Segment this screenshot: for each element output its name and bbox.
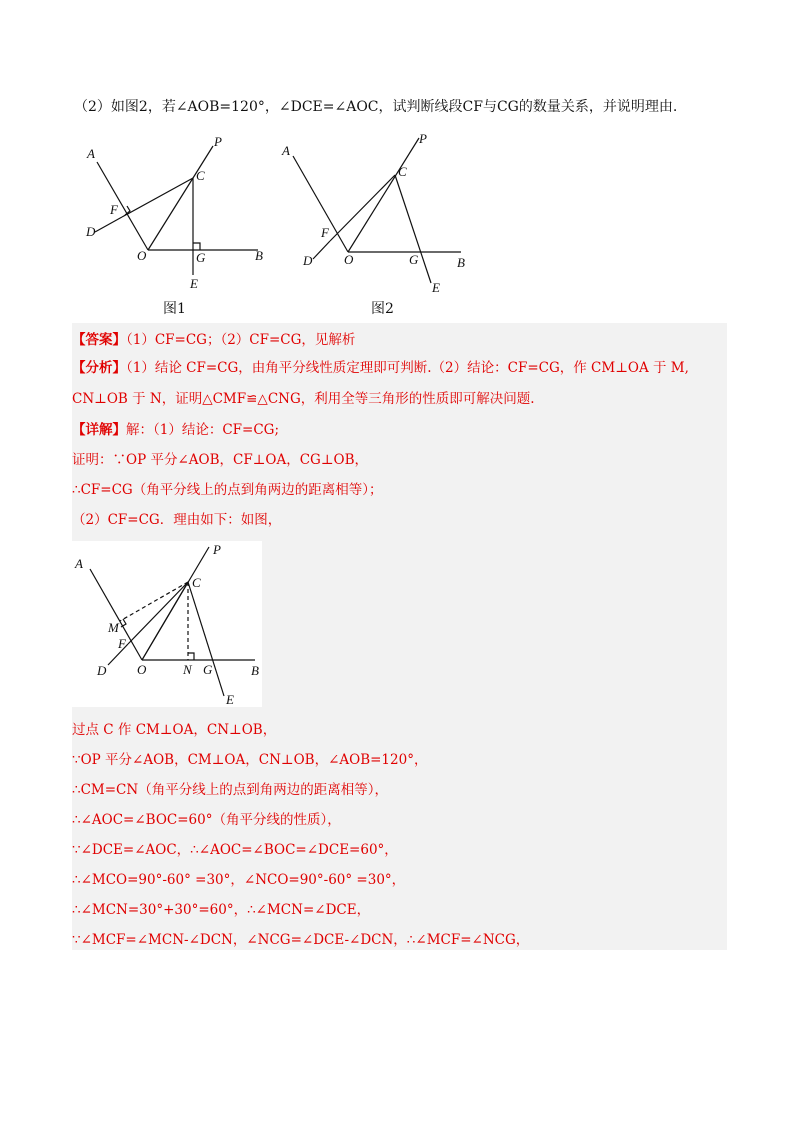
label-a: A [87,146,95,161]
segment-cf [128,582,188,644]
label-o: O [137,662,147,677]
detail-line [72,420,727,440]
label-b: B [255,248,263,263]
step-line: ∵∠MCF=∠MCN-∠DCN，∠NCG=∠DCE-∠DCN，∴∠MCF=∠NCG， [72,932,530,948]
label-b: B [457,255,465,270]
label-p: P [213,542,221,557]
segment-cm [120,582,188,621]
right-angle-g [193,243,200,250]
step-line: ∵OP 平分∠AOB，CM⊥OA，CN⊥OB，∠AOB=120°， [72,752,428,768]
step-line: ∴∠MCN=30°+30°=60°，∴∠MCN=∠DCE， [72,902,371,918]
answer-tag: 【答案】 [72,332,126,348]
label-g: G [409,252,419,267]
label-f: F [321,225,329,240]
segment-cf [330,175,395,241]
label-o: O [137,248,147,263]
label-b: B [251,663,259,678]
line-ce [188,582,224,696]
label-d: D [303,253,313,268]
right-angle-m [121,619,126,627]
label-g: G [196,250,206,265]
label-n: N [183,662,192,677]
label-a: A [75,556,83,571]
ray-oa [90,569,142,660]
step-line: ∵∠DCE=∠AOC，∴∠AOC=∠BOC=∠DCE=60°， [72,842,398,858]
label-e: E [432,280,440,295]
step-line: ∴∠MCO=90°-60° =30°，∠NCO=90°-60° =30°， [72,872,406,888]
ray-oa [97,162,148,250]
label-p: P [214,134,222,149]
answer-text: （1）CF=CG；（2）CF=CG，见解析 [126,332,356,348]
label-e: E [226,692,234,707]
solution-figure [72,541,262,707]
step-line: ∴CM=CN（角平分线上的点到角两边的距离相等）， [72,782,388,798]
label-g: G [203,662,213,677]
question-text: （2）如图2，若∠AOB=120°，∠DCE=∠AOC，试判断线段CF与CG的数量关系，并说明理由. [74,99,678,115]
label-p: P [419,131,427,146]
label-d: D [97,663,107,678]
part2-line: （2）CF=CG．理由如下：如图， [72,512,282,528]
ray-op [348,138,419,252]
label-a: A [282,143,290,158]
analysis-line-2: CN⊥OB 于 N，证明△CMF≌△CNG，利用全等三角形的性质即可解决问题. [72,391,535,407]
solution-figure-frame [72,541,262,707]
line-fd [313,241,330,259]
label-f: F [110,202,118,217]
figure-1-caption: 图1 [163,301,186,317]
line-fd [95,217,122,232]
right-angle-n [188,653,194,660]
detail-tag: 【详解】 [72,422,126,438]
proof-line-1: 证明：∵OP 平分∠AOB，CF⊥OA，CG⊥OB， [72,452,368,468]
figure-1 [80,132,280,297]
label-d: D [86,224,96,239]
label-f: F [118,636,126,651]
label-e: E [190,276,198,291]
label-o: O [344,252,354,267]
proof-line-2: ∴CF=CG（角平分线上的点到角两边的距离相等）； [72,482,383,498]
label-c: C [196,168,205,183]
figure-2-caption: 图2 [371,301,394,317]
figure-2 [278,128,478,298]
detail-intro: 解：（1）结论：CF=CG; [126,422,280,438]
label-c: C [192,575,201,590]
step-line: ∴∠AOC=∠BOC=60°（角平分线的性质）， [72,812,341,828]
label-m: M [108,620,119,635]
analysis-text-1: （1）结论 CF=CG，由角平分线性质定理即可判断.（2）结论：CF=CG，作 CM⊥OA 于 M, [126,360,689,376]
analysis-tag: 【分析】 [72,360,126,376]
answer-line [72,330,727,350]
label-c: C [398,164,407,179]
segment-co [142,582,188,660]
step-line: 过点 C 作 CM⊥OA，CN⊥OB， [72,722,277,738]
segment-cf [122,178,193,217]
analysis-line-1 [72,358,727,378]
